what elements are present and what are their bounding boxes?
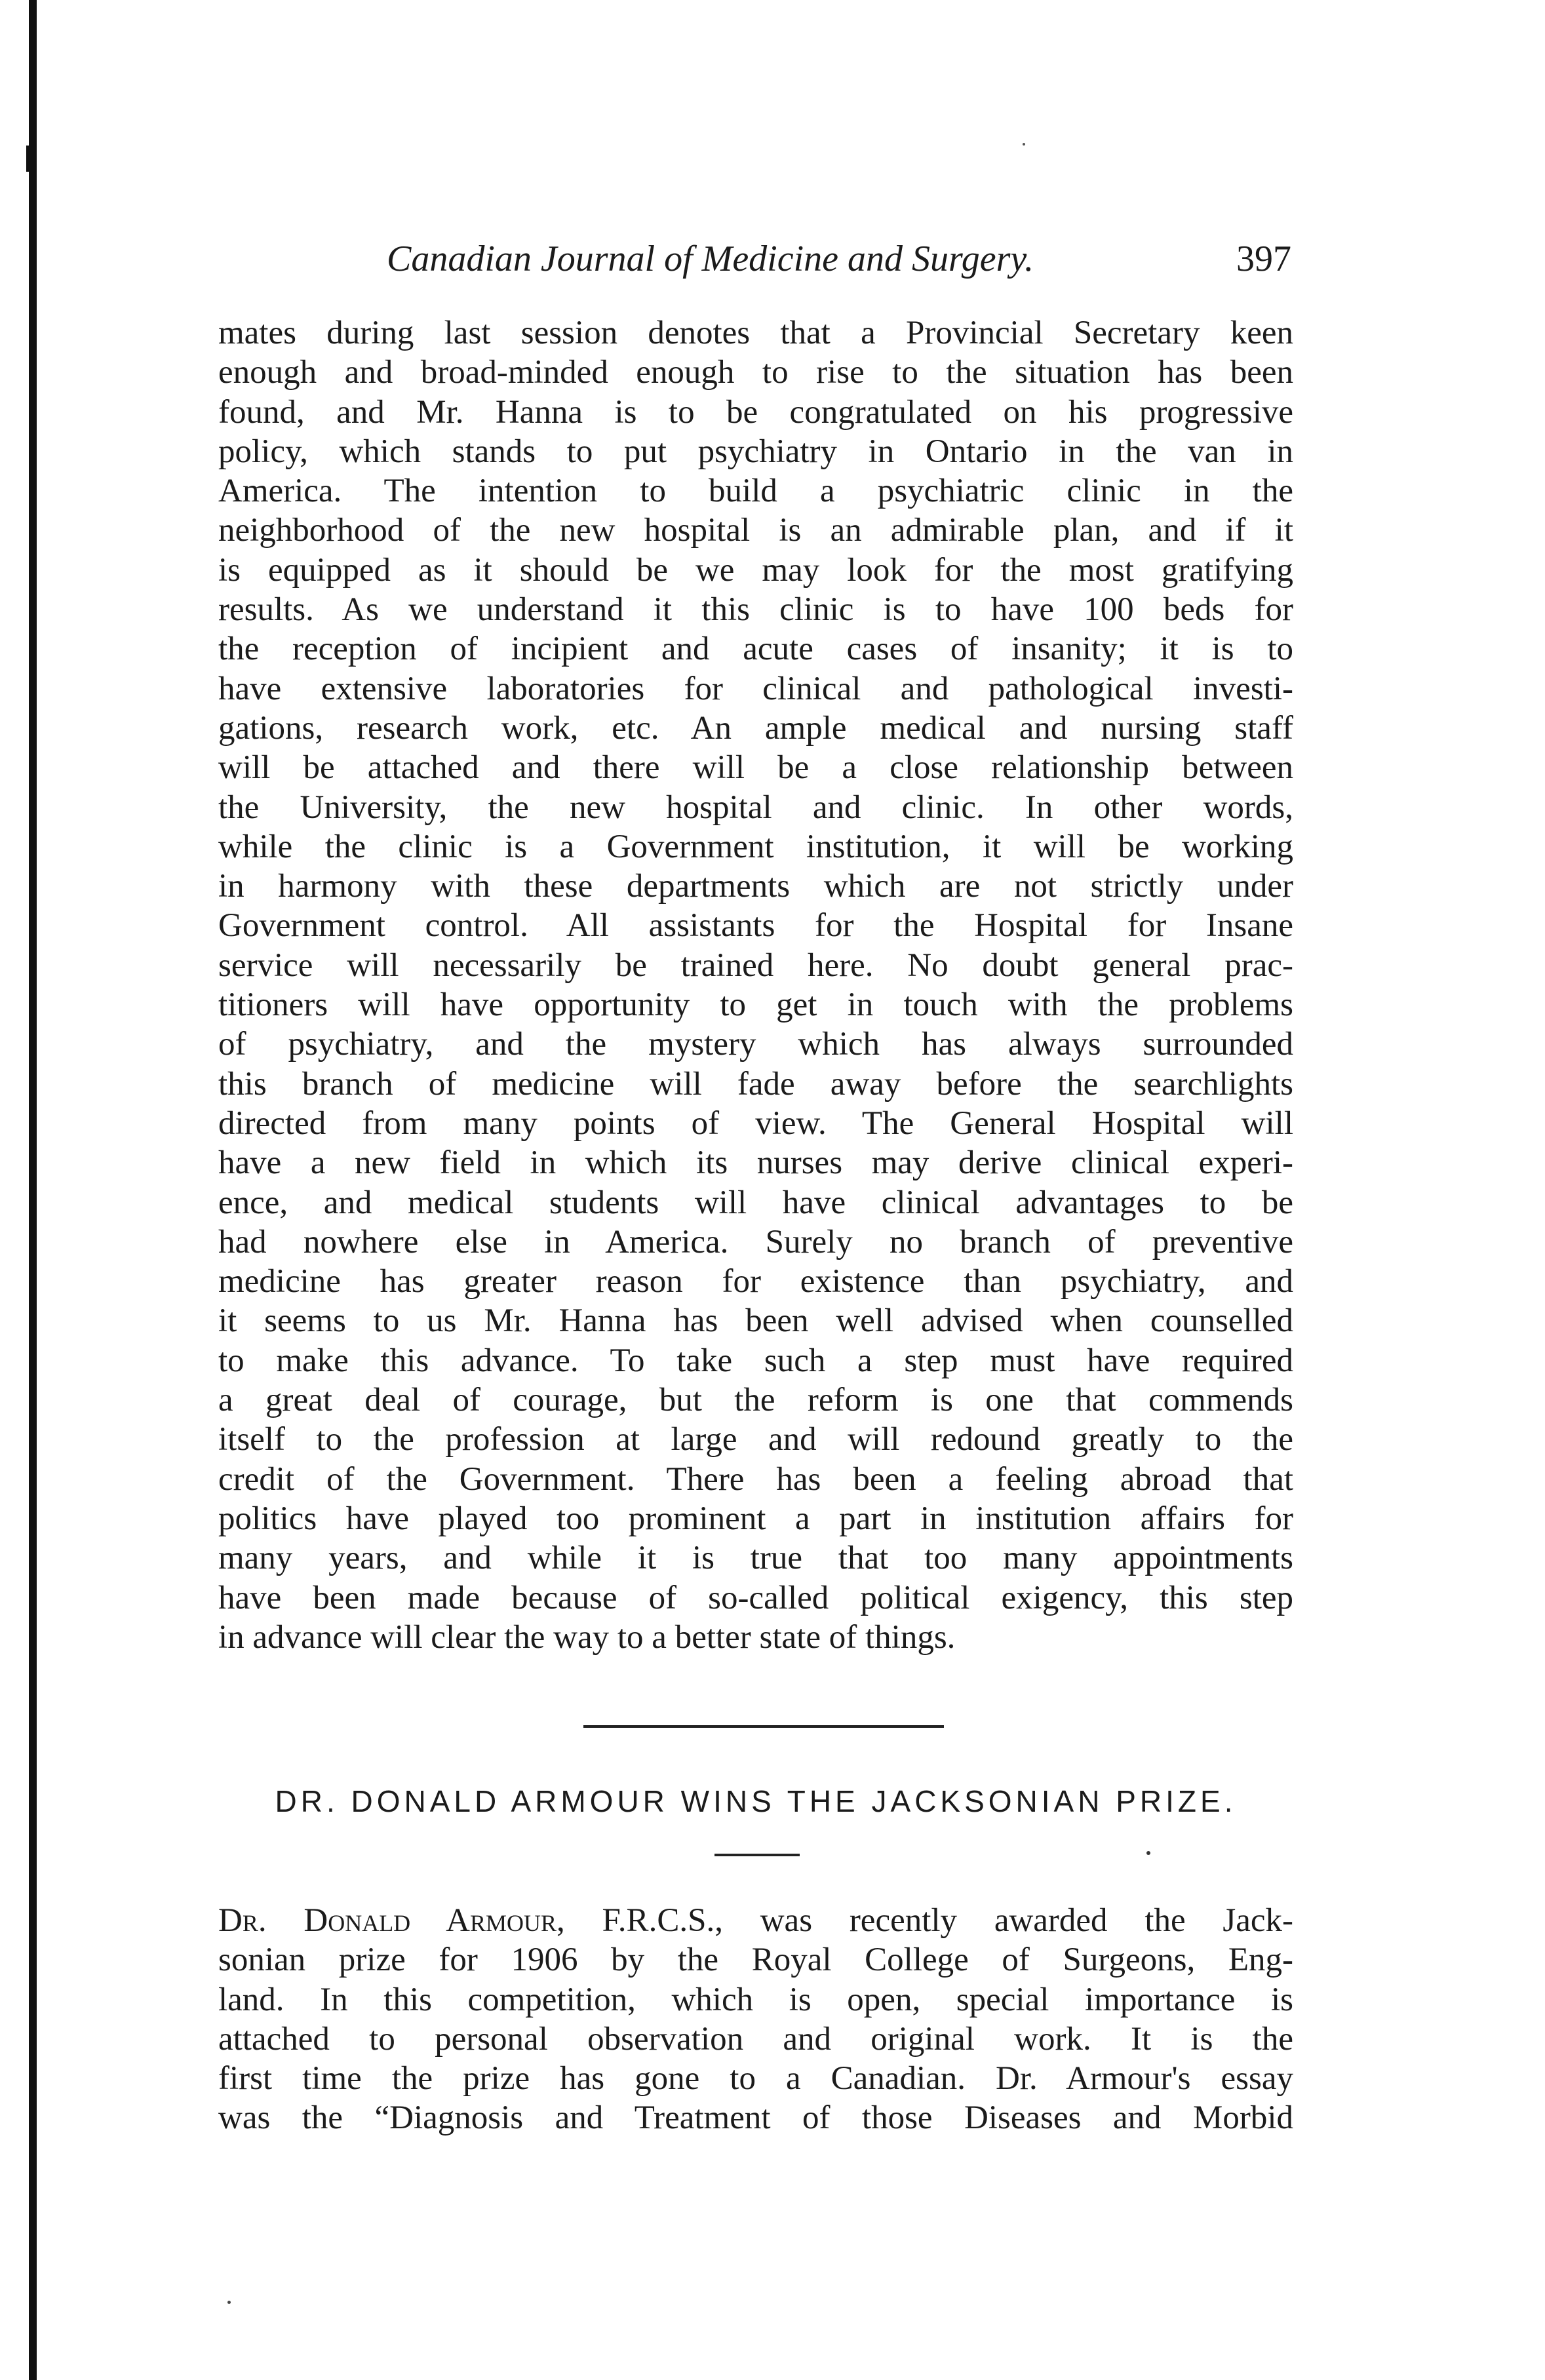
text-line: results. As we understand it this clinic is to have 100 beds for <box>218 591 1293 629</box>
text-line: have a new field in which its nurses may derive clinical experi- <box>218 1144 1293 1182</box>
text-line: was the “Diagnosis and Treatment of those Diseases and Morbid <box>218 2099 1293 2137</box>
text-line: first time the prize has gone to a Canadian. Dr. Armour's essay <box>218 2060 1293 2097</box>
text-line: of psychiatry, and the mystery which has always surrounded <box>218 1026 1293 1063</box>
text-line: in advance will clear the way to a better state of things. <box>218 1618 956 1656</box>
text-line: is equipped as it should be we may look for the most gratifying <box>218 551 1293 589</box>
section-heading: DR. DONALD ARMOUR WINS THE JACKSONIAN PRIZE. <box>275 1784 1237 1818</box>
text-line: this branch of medicine will fade away before the searchlights <box>218 1065 1293 1102</box>
page-binding-mark <box>26 146 33 172</box>
text-line: the University, the new hospital and clinic. In other words, <box>218 789 1293 826</box>
text-line: many years, and while it is true that too many appointments <box>218 1540 1293 1577</box>
article-continued-text <box>218 313 1293 1657</box>
journal-title: Canadian Journal of Medicine and Surgery. <box>387 239 1034 279</box>
first-line-rest: F.R.C.S., was recently awarded the Jack- <box>602 1902 1294 1939</box>
section-body-text <box>218 1901 1293 2138</box>
text-line: attached to personal observation and original work. It is the <box>218 2020 1293 2058</box>
text-line: a great deal of courage, but the reform is one that commends <box>218 1382 1293 1419</box>
text-line: it seems to us Mr. Hanna has been well advised when counselled <box>218 1302 1293 1340</box>
text-line: neighborhood of the new hospital is an admirable plan, and if it <box>218 512 1293 549</box>
text-line: the reception of incipient and acute cases of insanity; it is to <box>218 631 1293 668</box>
ink-speck <box>1146 1851 1150 1855</box>
text-line: have extensive laboratories for clinical and pathological investi- <box>218 670 1293 707</box>
page-binding-edge <box>29 0 37 2380</box>
running-head <box>387 233 1291 285</box>
text-line: credit of the Government. There has been a feeling abroad that <box>218 1460 1293 1498</box>
text-line: Government control. All assistants for the Hospital for Insane <box>218 907 1293 945</box>
lead-name: Dr. Donald Armour, <box>218 1902 565 1939</box>
text-line: itself to the profession at large and will redound greatly to the <box>218 1421 1293 1458</box>
ink-speck <box>227 2301 231 2304</box>
text-line: in harmony with these departments which are not strictly under <box>218 868 1293 905</box>
text-line: had nowhere else in America. Surely no branch of preventive <box>218 1223 1293 1260</box>
ink-speck <box>1023 143 1025 146</box>
text-line: ence, and medical students will have clinical advantages to be <box>218 1184 1293 1221</box>
text-line: found, and Mr. Hanna is to be congratulated on his progressive <box>218 393 1293 431</box>
text-line: medicine has greater reason for existence than psychiatry, and <box>218 1263 1293 1300</box>
text-line: directed from many points of view. The General Hospital will <box>218 1104 1293 1142</box>
text-line: enough and broad-minded enough to rise to the situation has been <box>218 354 1293 391</box>
text-line: land. In this competition, which is open, special importance is <box>218 1981 1293 2018</box>
text-line: have been made because of so-called political exigency, this step <box>218 1579 1293 1616</box>
text-line: to make this advance. To take such a step must have required <box>218 1342 1293 1379</box>
section-divider-rule <box>583 1725 944 1728</box>
page-number: 397 <box>1236 239 1291 279</box>
heading-underline-rule <box>714 1854 800 1856</box>
text-line: while the clinic is a Government institution, it will be working <box>218 828 1293 865</box>
text-line: service will necessarily be trained here. No doubt general prac- <box>218 946 1293 984</box>
text-line: America. The intention to build a psychiatric clinic in the <box>218 473 1293 510</box>
text-line: politics have played too prominent a part in institution affairs for <box>218 1500 1293 1537</box>
text-line: titioners will have opportunity to get in touch with the problems <box>218 986 1293 1024</box>
text-line <box>218 1901 1293 1940</box>
text-line: mates during last session denotes that a Provincial Secretary keen <box>218 315 1293 351</box>
text-line: will be attached and there will be a close relationship between <box>218 749 1293 787</box>
text-line: sonian prize for 1906 by the Royal College of Surgeons, Eng- <box>218 1941 1293 1979</box>
text-line: gations, research work, etc. An ample medical and nursing staff <box>218 709 1293 747</box>
text-line: policy, which stands to put psychiatry in Ontario in the van in <box>218 433 1293 470</box>
